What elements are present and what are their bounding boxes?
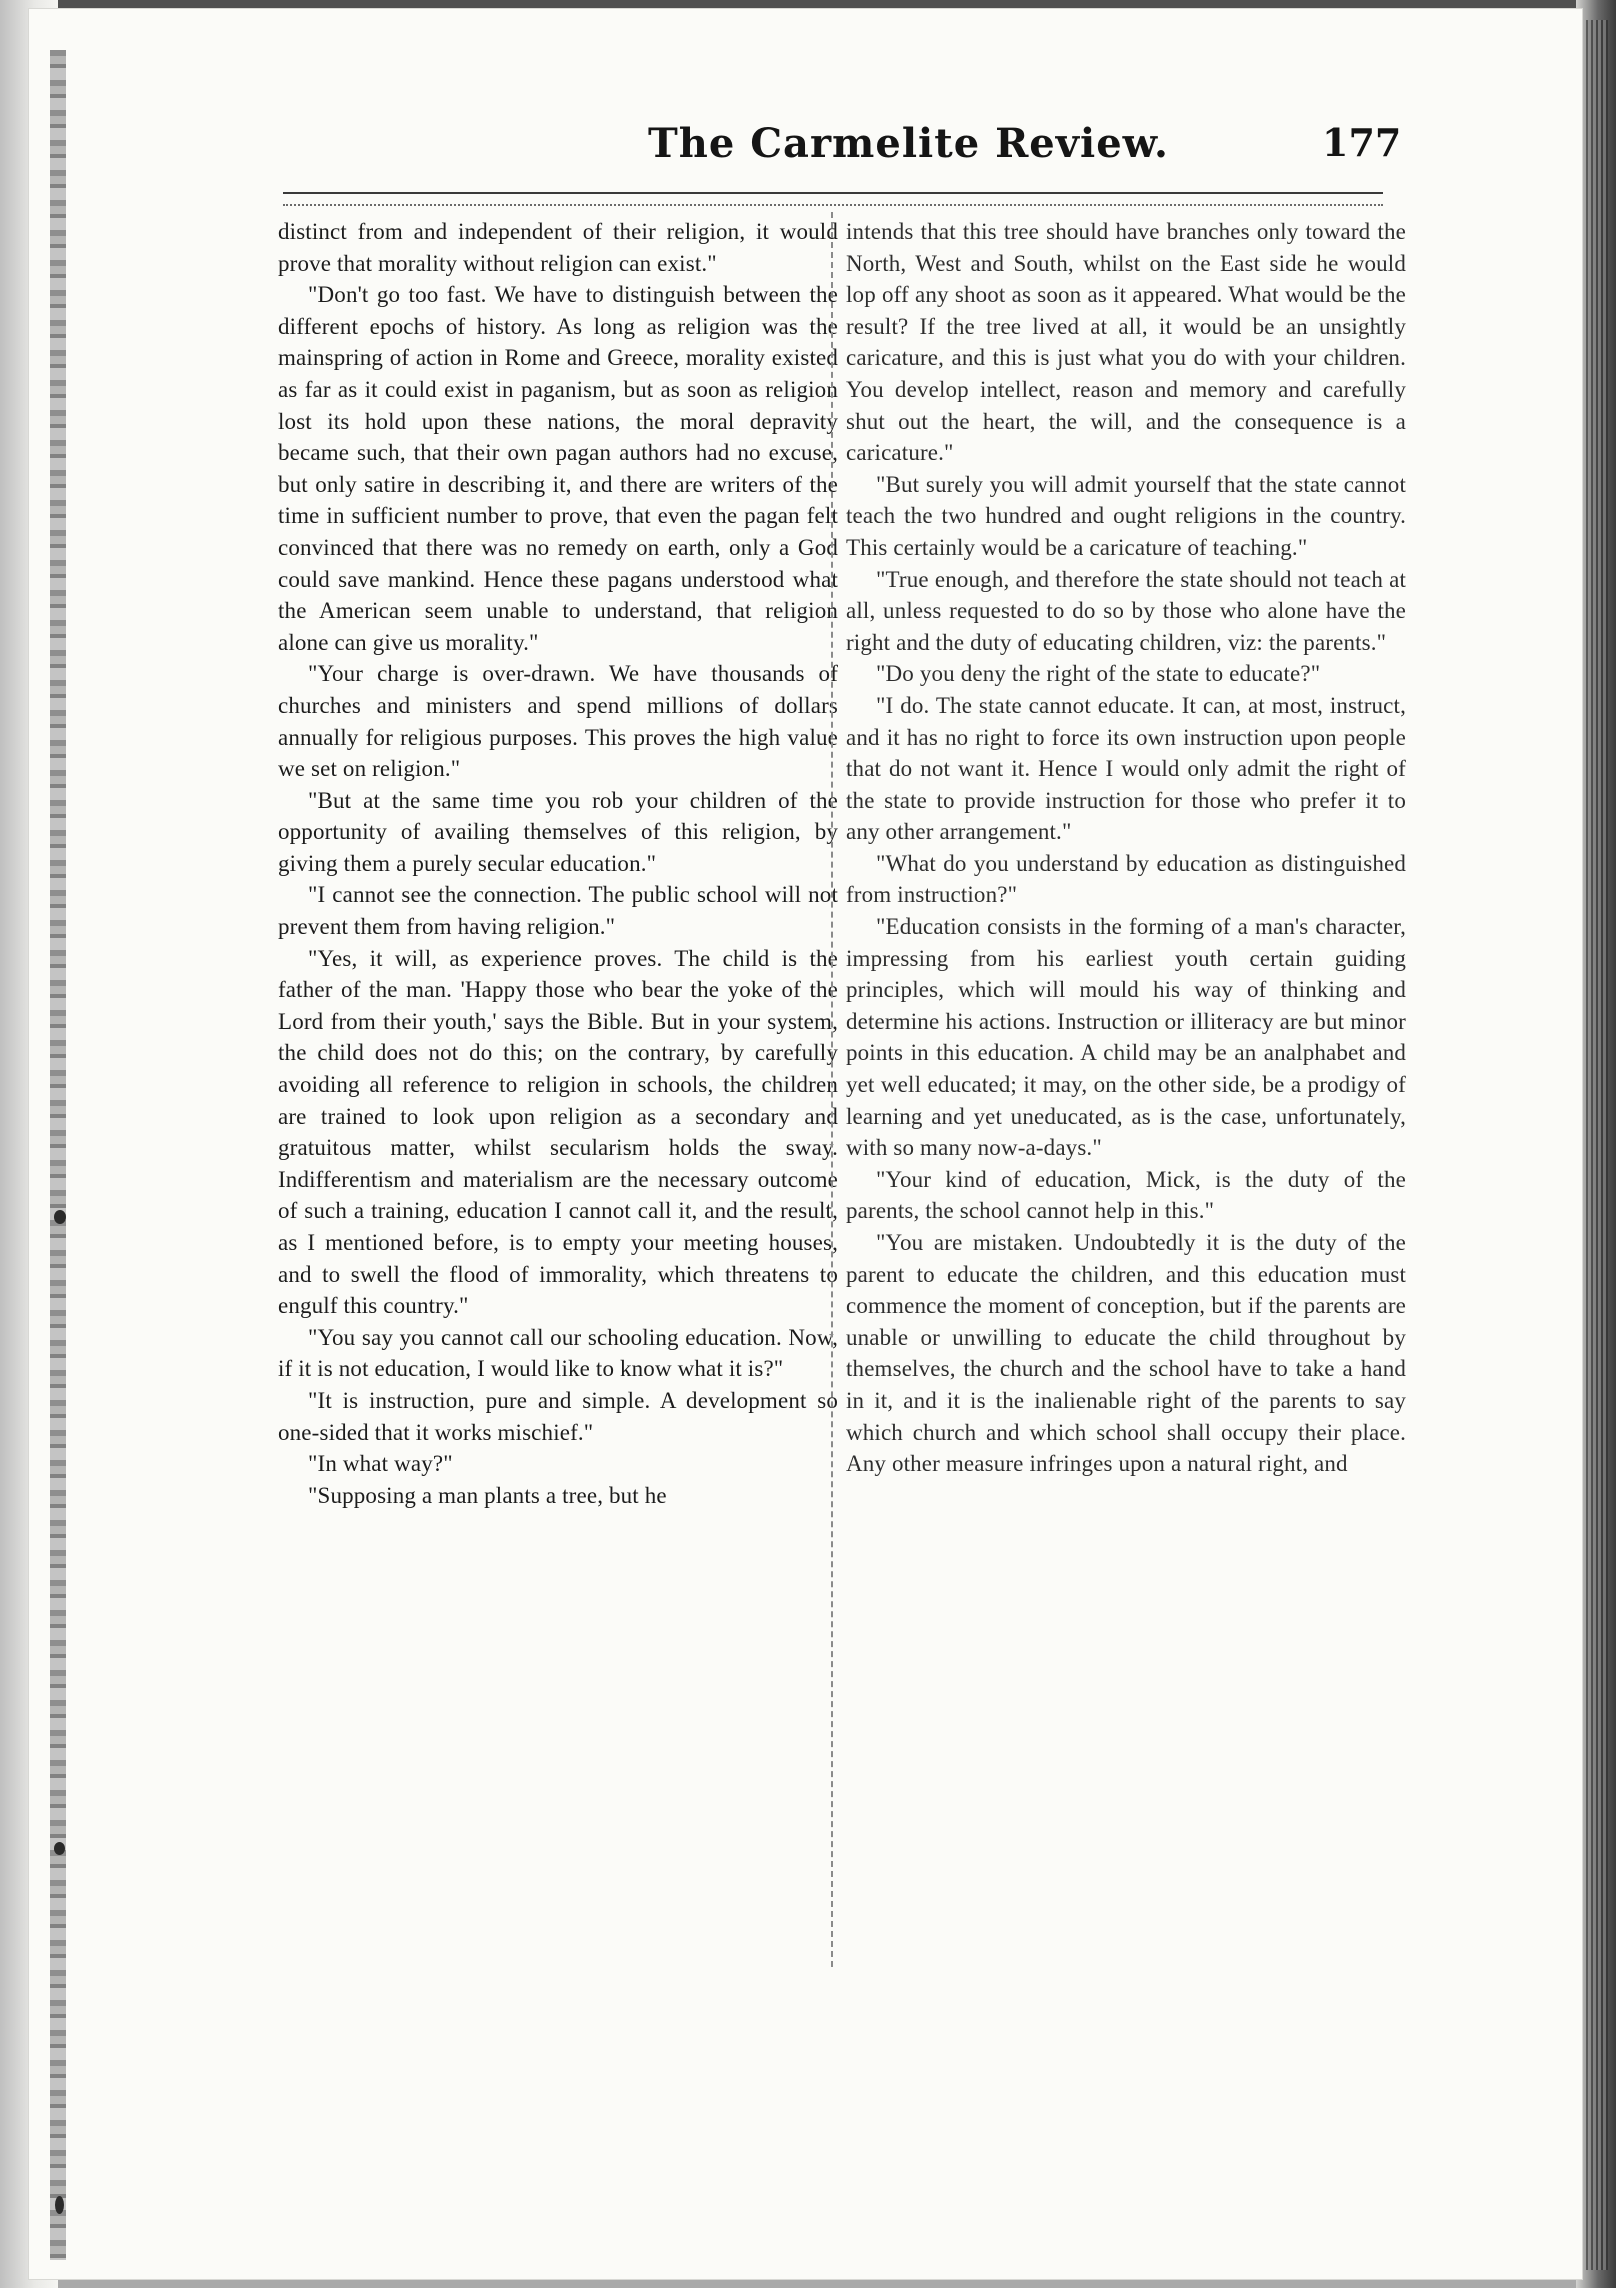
paragraph: "You say you cannot call our schooling education. Now, if it is not education, I would like to know what it is?" — [278, 1324, 838, 1382]
paragraph: "But at the same time you rob your children of the opportunity of availing themselves of this religion, by giving them a purely secular education." — [278, 787, 838, 876]
header-rule — [283, 192, 1383, 206]
paragraph: "Your charge is over-drawn. We have thousands of churches and ministers and spend millions of dollars annually for religious purposes. This proves the high value we set on religion." — [278, 661, 838, 782]
scan-speck — [54, 1210, 66, 1224]
paragraph: "I do. The state cannot educate. It can, at most, instruct, and it has no right to force its own instruction upon people that do not want it. Hence I would only admit the right of the state to provide instruction for those who prefer it to any other arrangement." — [846, 692, 1406, 845]
text-column-right — [846, 216, 1406, 1480]
column-divider — [831, 212, 833, 1967]
page-number: 177 — [1322, 120, 1402, 165]
paragraph: "In what way?" — [308, 1451, 453, 1477]
running-head — [280, 118, 1402, 188]
paragraph: "What do you understand by education as distinguished from instruction?" — [846, 850, 1406, 908]
paragraph: "Yes, it will, as experience proves. The child is the father of the man. 'Happy those who bear the yoke of the Lord from their youth,' says the Bible. But in your system, the child does not do this; on the contrary, by carefully avoiding all reference to religion in schools, the children are trained to look upon religion as a secondary and gratuitous matter, whilst secularism holds the sway. Indifferentism and materialism are the necessary outcome of such a training, education I cannot call it, and the result, as I mentioned before, is to empty your meeting houses, and to swell the flood of immorality, which threatens to engulf this country." — [278, 945, 838, 1319]
paragraph: "Your kind of education, Mick, is the duty of the parents, the school cannot help in this." — [846, 1166, 1406, 1224]
scan-speck — [54, 1842, 65, 1855]
paragraph: "You are mistaken. Undoubtedly it is the duty of the parent to educate the children, and this education must commence the moment of conception, but if the parents are unable or unwilling to educate the child throughout by themselves, the church and the school have to take a hand in it, and it is the inalienable right of the parents to say which church and which school shall occupy their place. Any other measure infringes upon a natural right, and — [846, 1230, 1406, 1477]
paragraph: "Education consists in the forming of a man's character, impressing from his earliest youth certain guiding principles, which will mould his way of thinking and determine his actions. Instruction or illiteracy are but minor points in this education. A child may be an analphabet and yet well educated; it may, on the other side, be a prodigy of learning and yet uneducated, as is the case, unfortunately, with so many now-a-days." — [846, 914, 1406, 1161]
paragraph: "But surely you will admit yourself that the state cannot teach the two hundred and ought religions in the country. This certainly would be a caricature of teaching." — [846, 471, 1406, 560]
text-column-left — [278, 216, 838, 1511]
paragraph: "It is instruction, pure and simple. A development so one-sided that it works mischief." — [278, 1387, 838, 1445]
paragraph: "Supposing a man plants a tree, but he — [308, 1482, 667, 1508]
binding-marks — [50, 50, 66, 2260]
page-stack-lines — [1586, 20, 1608, 2270]
paragraph: distinct from and independent of their religion, it would prove that morality without religion can exist." — [278, 219, 838, 276]
paragraph: "True enough, and therefore the state should not teach at all, unless requested to do so by those who alone have the right and the duty of educating children, viz: the parents." — [846, 566, 1406, 655]
paragraph: "Don't go too fast. We have to distinguish between the different epochs of history. As long as religion was the mainspring of action in Rome and Greece, morality existed as far as it could exist in paganism, but as soon as religion lost its hold upon these nations, the moral depravity became such, that their own pagan authors had no excuse, but only satire in describing it, and there are writers of the time in sufficient number to prove, that even the pagan felt convinced that there was no remedy on earth, only a God could save mankind. Hence these pagans understood what the American seem unable to understand, that religion alone can give us morality." — [278, 282, 838, 655]
journal-title: The Carmelite Review. — [648, 120, 1169, 167]
paragraph: intends that this tree should have branches only toward the North, West and South, whilst on the East side he would lop off any shoot as soon as it appeared. What would be the result? If the tree lived at all, it would be an unsightly caricature, and this is just what you do with your children. You develop intellect, reason and memory and carefully shut out the heart, the will, and the consequence is a caricature." — [846, 219, 1406, 466]
paragraph: "I cannot see the connection. The public school will not prevent them from having religion." — [278, 882, 838, 940]
scan-speck — [55, 2196, 64, 2214]
paragraph: "Do you deny the right of the state to educate?" — [876, 661, 1321, 687]
